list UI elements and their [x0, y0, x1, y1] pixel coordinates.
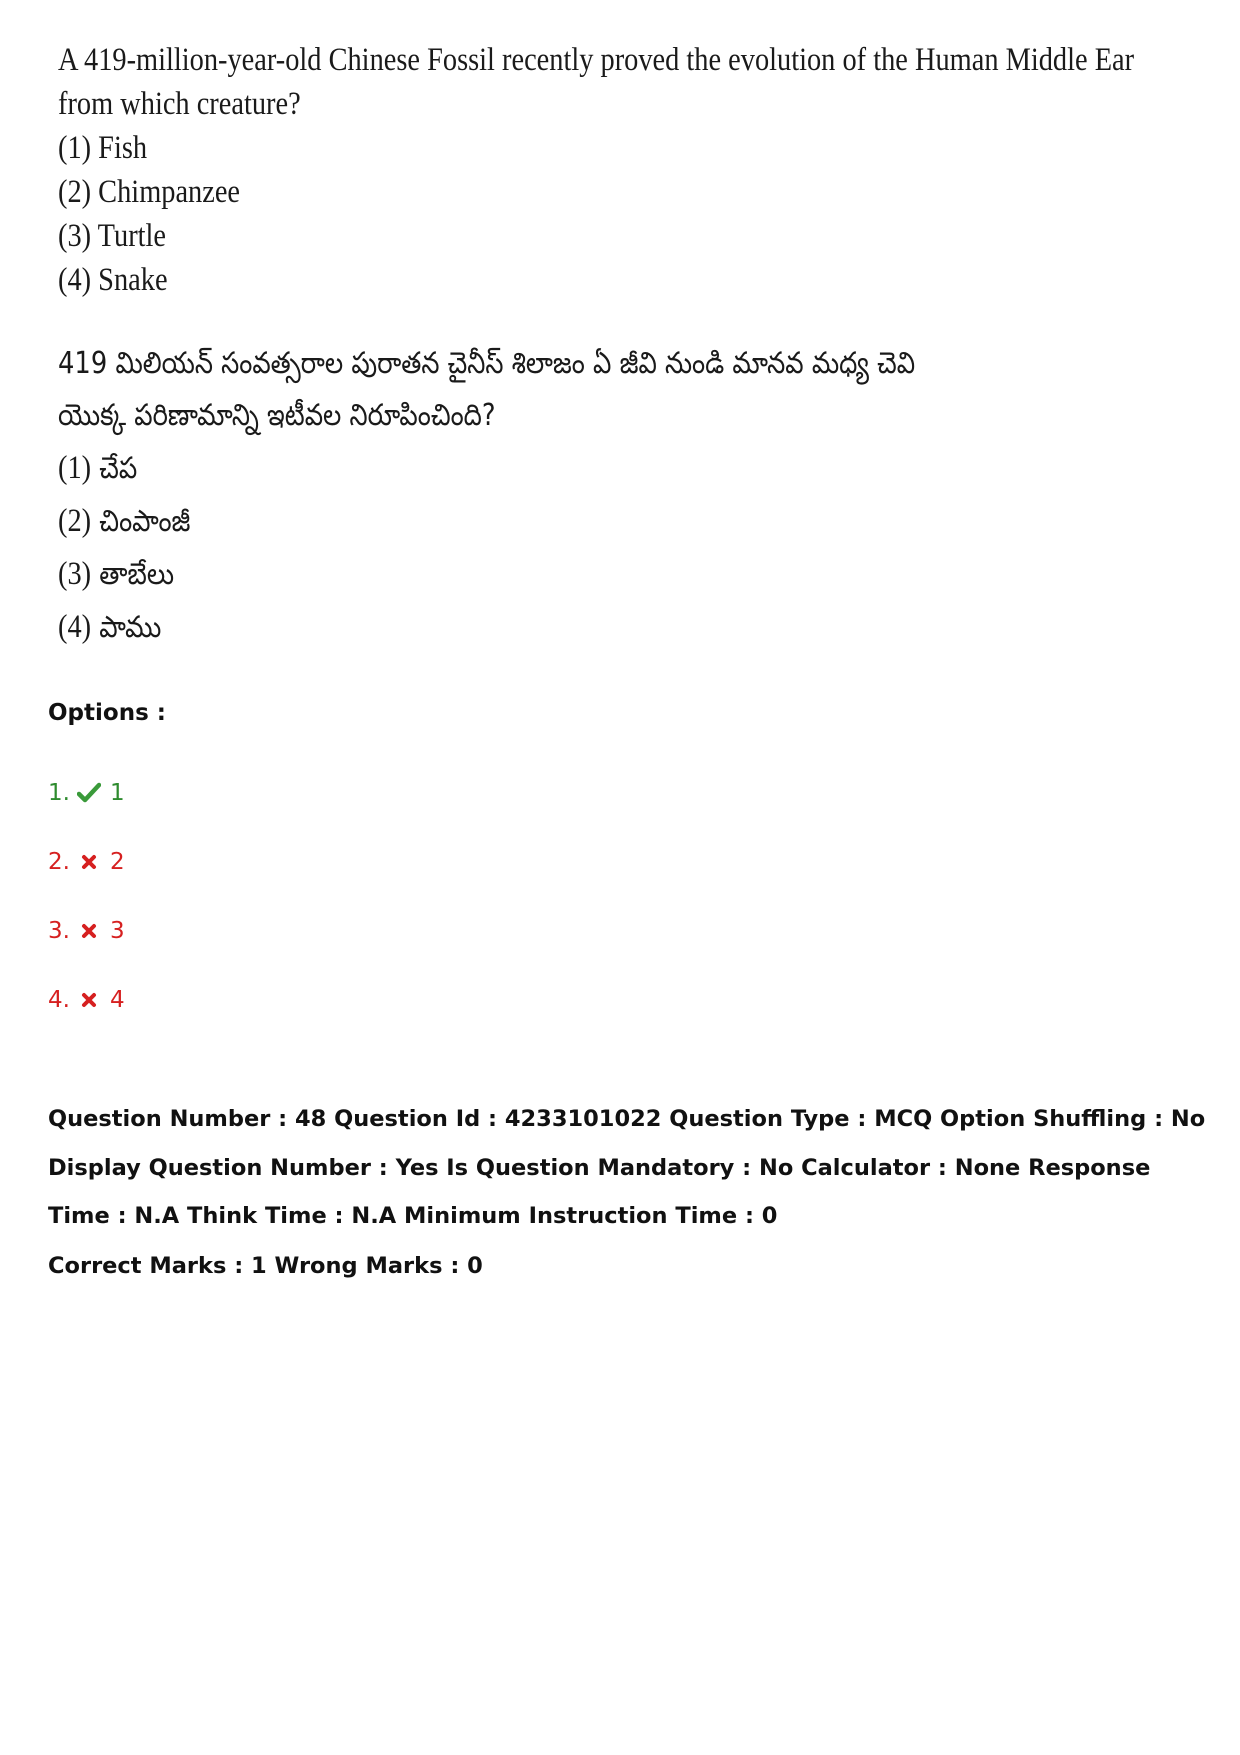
- english-option-4: (4) Snake: [58, 262, 168, 298]
- cross-icon: [76, 918, 102, 944]
- telugu-option-3: [58, 548, 832, 601]
- telugu-option-4: [58, 601, 832, 654]
- telugu-question-line-2: యొక్క పరిణామాన్ని ఇటీవల నిరూపించింది?: [58, 398, 496, 433]
- telugu-option-number: (1): [58, 450, 92, 486]
- telugu-option-text: తాబేలు: [99, 557, 175, 592]
- english-option-3: (3) Turtle: [58, 218, 167, 254]
- check-icon: [76, 780, 102, 806]
- option-index: 4.: [48, 987, 70, 1013]
- option-4: [48, 987, 125, 1013]
- option-value: 2: [109, 849, 125, 875]
- option-value: 3: [109, 918, 125, 944]
- telugu-option-1: [58, 442, 832, 495]
- telugu-option-text: చింపాంజీ: [99, 504, 191, 539]
- english-option-1: (1) Fish: [58, 130, 148, 166]
- question-line-2: from which creature?: [58, 86, 301, 122]
- option-value: 4: [109, 987, 125, 1013]
- cross-icon: [76, 849, 102, 875]
- option-3: [48, 918, 125, 944]
- marks-info: Correct Marks : 1 Wrong Marks : 0: [48, 1253, 483, 1279]
- option-index: 2.: [48, 849, 70, 875]
- option-index: 3.: [48, 918, 70, 944]
- option-value: 1: [109, 780, 125, 806]
- cross-icon: [76, 987, 102, 1013]
- telugu-option-2: [58, 495, 832, 548]
- question-metadata: Question Number : 48 Question Id : 4233101022 Question Type : MCQ Option Shuffling : No Display Question Number : Yes Is Question Mandatory : No Calculator : None Response Time : N.A Think Time : N.A Minimum Instruction Time : 0: [48, 1106, 1206, 1229]
- option-2: [48, 849, 125, 875]
- english-option-2: (2) Chimpanzee: [58, 174, 241, 210]
- telugu-option-text: చేప: [99, 451, 138, 486]
- telugu-option-number: (3): [58, 556, 92, 592]
- telugu-option-number: (4): [58, 609, 92, 645]
- telugu-option-number: (2): [58, 503, 92, 539]
- telugu-question-line-1: 419 మిలియన్ సంవత్సరాల పురాతన చైనీస్ శిలాజం ఏ జీవి నుండి మానవ మధ్య చెవి: [58, 346, 916, 381]
- option-index: 1.: [48, 780, 70, 806]
- option-1: [48, 780, 125, 806]
- question-line-1: A 419-million-year-old Chinese Fossil recently proved the evolution of the Human Middle Ear: [58, 42, 1135, 78]
- options-heading: Options :: [48, 700, 166, 726]
- question-telugu: [58, 338, 916, 654]
- question-image: [58, 38, 1135, 654]
- telugu-option-text: పాము: [99, 610, 162, 645]
- question-english: [58, 38, 1135, 302]
